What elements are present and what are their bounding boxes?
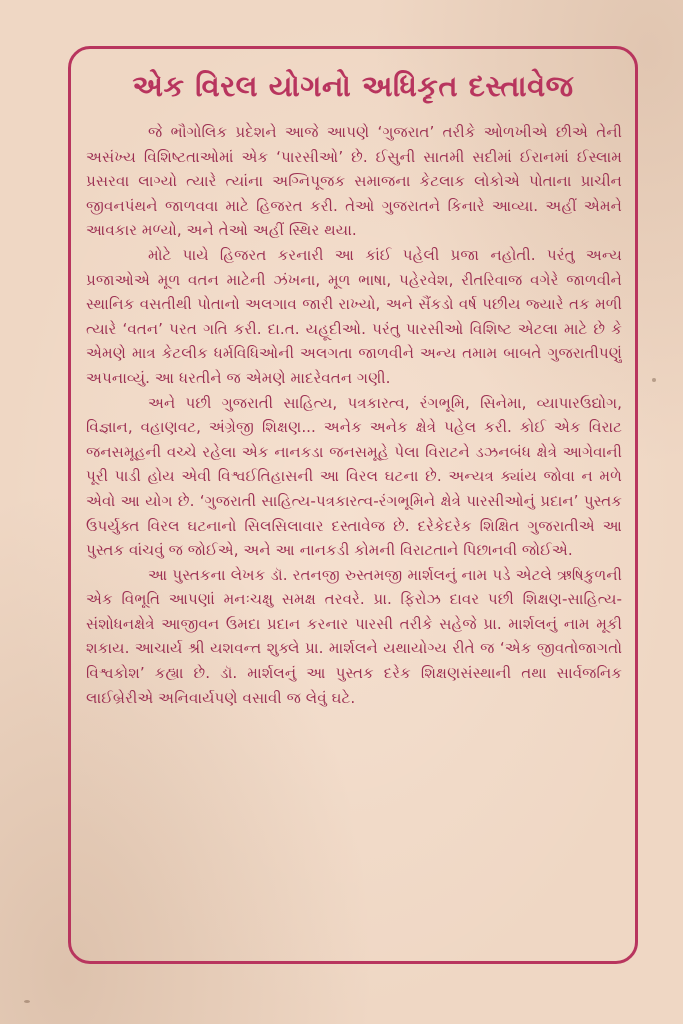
paragraph-2: મોટે પાયે હિજરત કરનારી આ કાંઈ પહેલી પ્રજા નહોતી. પરંતુ અન્ય પ્રજાઓએ મૂળ વતન માટેની ઝંખના, મૂળ ભાષા, પહેરવેશ, રીતરિવાજ વગેરે જાળવીને સ્થાનિક વસતીથી પોતાનો અલગાવ જારી રાખ્યો, અને સૈંકડો વર્ષ પછીય જ્યારે તક મળી ત્યારે ‘વતન’ પરત ગતિ કરી. દા.ત. યહૂદીઓ. પરંતુ પારસીઓ વિશિષ્ટ એટલા માટે છે કે એમણે માત્ર કેટલીક ધર્મવિધિઓની અલગતા જાળવીને અન્ય તમામ બાબતે ગુજરાતીપણું અપનાવ્યું. આ ધરતીને જ એમણે માદરેવતન ગણી. xyxy=(86,245,622,387)
paper-spot xyxy=(652,378,656,382)
paragraph-4: આ પુસ્તકના લેખક ડૉ. રતનજી રુસ્તમજી માર્શલનું નામ પડે એટલે ઋષિકુળની એક વિભૂતિ આપણાં મનઃચક્ષુ સમક્ષ તરવરે. પ્રા. ફિરોઝ દાવર પછી શિક્ષણ-સાહિત્ય-સંશોધનક્ષેત્રે આજીવન ઉમદા પ્રદાન કરનાર પારસી તરીકે સહેજે પ્રા. માર્શલનું નામ મૂકી શકાય. આચાર્ય શ્રી યશવન્ત શુક્લે પ્રા. માર્શલને યથાયોગ્ય રીતે જ ‘એક જીવતોજાગતો વિશ્વકોશ’ કહ્યા છે. ડૉ. માર્શલનું આ પુસ્તક દરેક શિક્ષણસંસ્થાની તથા સાર્વજનિક લાઈબ્રેરીએ અનિવાર્યપણે વસાવી જ લેવું ઘટે. xyxy=(86,565,622,707)
body-text xyxy=(86,120,622,950)
paragraph-1: જે ભૌગોલિક પ્રદેશને આજે આપણે ‘ગુજરાત’ તરીકે ઓળખીએ છીએ તેની અસંખ્ય વિશિષ્ટતાઓમાં એક ‘પારસીઓ’ છે. ઈસુની સાતમી સદીમાં ઈરાનમાં ઈસ્લામ પ્રસરવા લાગ્યો ત્યારે ત્યાંના અગ્નિપૂજક સમાજના કેટલાક લોકોએ પોતાના પ્રાચીન જીવનપંથને જાળવવા માટે હિજરત કરી. તેઓ ગુજરાતને કિનારે આવ્યા. અહીં એમને આવકાર મળ્યો, અને તેઓ અહીં સ્થિર થયા. xyxy=(86,123,622,240)
paper-spot xyxy=(24,1000,30,1003)
paragraph-3: અને પછી ગુજરાતી સાહિત્ય, પત્રકારત્વ, રંગભૂમિ, સિનેમા, વ્યાપારઉદ્યોગ, વિજ્ઞાન, વહાણવટ, અંગ્રેજી શિક્ષણ... અનેક અનેક ક્ષેત્રે પહેલ કરી. કોઈ એક વિરાટ જનસમૂહની વચ્ચે રહેલા એક નાનકડા જનસમૂહે પેલા વિરાટને ડઝનબંધ ક્ષેત્રે આગેવાની પૂરી પાડી હોય એવી વિશ્વઈતિહાસની આ વિરલ ઘટના છે. અન્યત્ર ક્યાંય જોવા ન મળે એવો આ યોગ છે. ‘ગુજરાતી સાહિત્ય-પત્રકારત્વ-રંગભૂમિને ક્ષેત્રે પારસીઓનું પ્રદાન’ પુસ્તક ઉપર્યુક્ત વિરલ ઘટનાનો સિલસિલાવાર દસ્તાવેજ છે. દરેકેદરેક શિક્ષિત ગુજરાતીએ આ પુસ્તક વાંચવું જ જોઈએ, અને આ નાનકડી કોમની વિરાટતાને પિછાનવી જોઈએ. xyxy=(86,393,622,560)
page-title: એક વિરલ યોગનો અધિકૃત દસ્તાવેજ xyxy=(132,69,574,103)
